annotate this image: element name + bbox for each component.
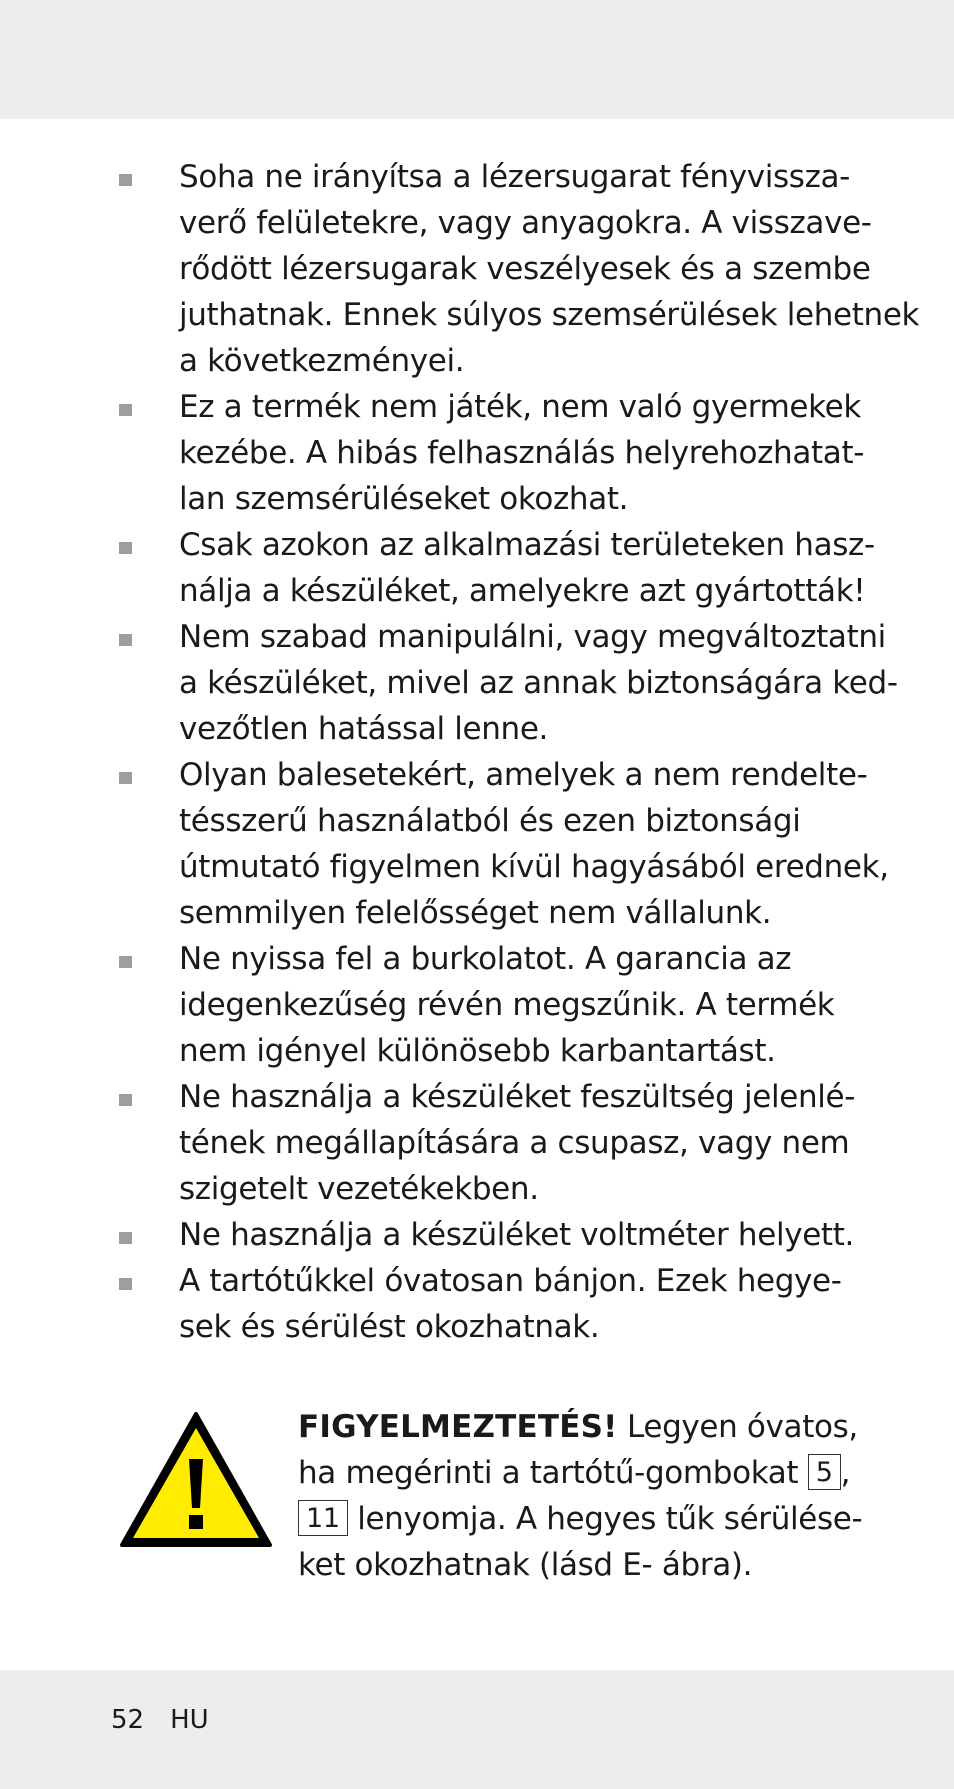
list-item-line: semmilyen felelősséget nem vállalunk.	[179, 895, 772, 931]
bullet-square-icon	[119, 1232, 132, 1244]
page-footer	[111, 1700, 235, 1740]
list-item-line: szigetelt vezetékekben.	[179, 1171, 539, 1207]
bullet-square-icon	[119, 1278, 132, 1290]
list-item-line: útmutató figyelmen kívül hagyásából erednek,	[179, 849, 889, 885]
list-item-line: idegenkezűség révén megszűnik. A termék	[179, 987, 835, 1023]
warning-line-3: 11 lenyomja. A hegyes tűk sérülése-	[298, 1496, 858, 1542]
language-code: HU	[170, 1705, 209, 1735]
list-item	[117, 522, 875, 614]
list-item-line: A tartótűkkel óvatosan bánjon. Ezek hegye-	[179, 1263, 842, 1299]
warning-text	[298, 1404, 863, 1588]
bullet-square-icon	[119, 1094, 132, 1106]
bullet-square-icon	[119, 956, 132, 968]
list-item	[117, 1258, 842, 1350]
list-item	[117, 614, 898, 752]
bullet-square-icon	[119, 404, 132, 416]
list-item-line: tének megállapítására a csupasz, vagy nem	[179, 1125, 850, 1161]
warning-line-1: FIGYELMEZTETÉS! Legyen óvatos,	[298, 1409, 858, 1445]
warning-line-2: ha megérinti a tartótű-gombokat 5 ,	[298, 1455, 851, 1491]
list-item-line: lan szemsérüléseket okozhat.	[179, 481, 629, 517]
warning-heading: FIGYELMEZTETÉS!	[298, 1409, 618, 1445]
list-item-line: Nem szabad manipulálni, vagy megváltoztatni	[179, 619, 886, 655]
list-item-line: kezébe. A hibás felhasználás helyrehozhatat-	[179, 435, 865, 471]
list-item	[117, 936, 837, 1074]
reference-number-5: 5	[808, 1454, 841, 1490]
list-item-line: Ne használja a készüléket voltméter helyett.	[179, 1217, 855, 1253]
warning-line-4: ket okozhatnak (lásd E- ábra).	[298, 1547, 753, 1583]
warning-notice	[117, 1404, 863, 1594]
list-item-line: nem igényel különösebb karbantartást.	[179, 1033, 776, 1069]
list-item-line: rődött lézersugarak veszélyesek és a szembe	[179, 251, 871, 287]
list-item	[117, 1074, 856, 1212]
bullet-square-icon	[119, 772, 132, 784]
list-item-line: verő felületekre, vagy anyagokra. A visszave-	[179, 205, 872, 241]
list-item-line: sek és sérülést okozhatnak.	[179, 1309, 600, 1345]
list-item-line: Ez a termék nem játék, nem való gyermekek	[179, 389, 861, 425]
list-item-line: tésszerű használatból és ezen biztonsági	[179, 803, 801, 839]
list-item-line: Olyan balesetekért, amelyek a nem rendelte-	[179, 757, 868, 793]
list-item-line: Ne nyissa fel a burkolatot. A garancia az	[179, 941, 792, 977]
list-item	[117, 384, 865, 522]
reference-number-11: 11	[298, 1500, 348, 1536]
bullet-square-icon	[119, 634, 132, 646]
list-item-line: nálja a készüléket, amelyekre azt gyártották!	[179, 573, 866, 609]
header-band	[0, 0, 954, 119]
safety-instructions-list	[117, 154, 920, 1350]
bullet-square-icon	[119, 542, 132, 554]
list-item-line: Soha ne irányítsa a lézersugarat fényvissza-	[179, 159, 850, 195]
list-item-line: Ne használja a készüléket feszültség jelenlé-	[179, 1079, 856, 1115]
list-item-line: juthatnak. Ennek súlyos szemsérülések lehetnek	[179, 297, 920, 333]
list-item	[117, 752, 889, 936]
list-item	[117, 154, 920, 384]
list-item	[117, 1212, 855, 1258]
page-number: 52	[111, 1705, 145, 1735]
warning-triangle-icon	[119, 1411, 273, 1549]
list-item-line: a következményei.	[179, 343, 465, 379]
list-item-line: a készüléket, mivel az annak biztonságára ked-	[179, 665, 898, 701]
list-item-line: Csak azokon az alkalmazási területeken hasz-	[179, 527, 875, 563]
list-item-line: vezőtlen hatással lenne.	[179, 711, 549, 747]
bullet-square-icon	[119, 174, 132, 186]
